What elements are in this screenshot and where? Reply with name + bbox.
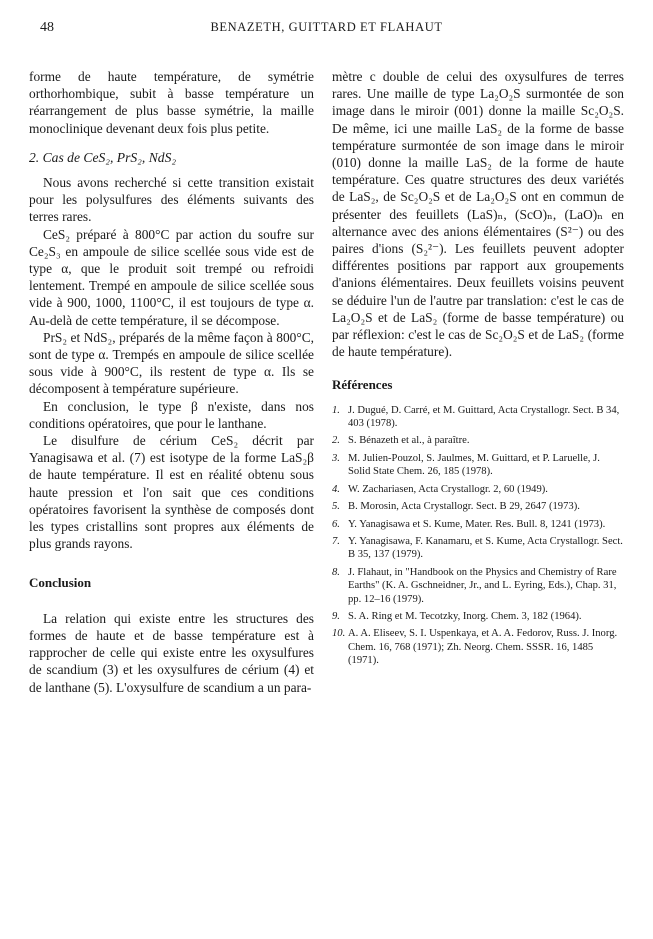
reference-text: B. Morosin, Acta Crystallogr. Sect. B 29, 2647 (1973).	[348, 501, 580, 513]
reference-text: Y. Yanagisawa et S. Kume, Mater. Res. Bull. 8, 1241 (1973).	[348, 518, 606, 530]
reference-text: J. Flahaut, in "Handbook on the Physics and Chemistry of Rare Earths" (K. A. Gschneidner, Jr., and L. Eyring, Eds.), Chap. 31, pp. 12–16 (1979).	[348, 566, 617, 605]
page-number: 48	[40, 20, 54, 35]
reference-item	[332, 627, 624, 667]
paragraph: La relation qui existe entre les structures des formes de haute et de basse température est à rapprocher de celle qui existe entre les oxysulfures de scandium (3) et les oxysulfures de cérium (4) et de lanthane (5). L'oxysulfure de scandium a un para-	[29, 610, 314, 695]
reference-text: A. A. Eliseev, S. I. Uspenkaya, et A. A. Fedorov, Russ. J. Inorg. Chem. 16, 768 (1971); Zh. Neorg. Chem. SSSR. 16, 1485 (1971).	[348, 628, 618, 667]
reference-text: Y. Yanagisawa, F. Kanamaru, et S. Kume, Acta Crystallogr. Sect. B 35, 137 (1979).	[348, 535, 623, 561]
paragraph: Le disulfure de cérium CeS₂ décrit par Yanagisawa et al. (7) est isotype de la forme LaS₂β de haute température. Il est en réalité obtenu sous haute pression et l'on sait que ces conditions opératoires favorisent la synthèse de composés dont les types cristallins sont propres aux éléments de plus grands rayons.	[29, 433, 314, 552]
reference-number: 1.	[332, 404, 340, 416]
paragraph: CeS₂ préparé à 800°C par action du soufre sur Ce₂S₃ en ampoule de silice scellée sous vide est de type α, que le produit soit trempé ou refroidi lentement. Trempé en ampoule de silice scellée sous vide à 900, 1000, 1100°C, il est toujours de type α. Au-delà de cette température, il se décompose.	[29, 226, 314, 328]
reference-item	[332, 500, 624, 513]
reference-number: 5.	[332, 501, 340, 513]
reference-text: S. Bénazeth et al., à paraître.	[348, 435, 470, 447]
reference-item	[332, 434, 624, 447]
reference-text: S. A. Ring et M. Tecotzky, Inorg. Chem. 3, 182 (1964).	[348, 610, 582, 622]
paragraph: mètre c double de celui des oxysulfures de terres rares. Une maille de type La₂O₂S surmontée de son image dans le miroir (001) donne la maille Sc₂O₂S. De même, ici une maille LaS₂ de la forme de basse température surmontée de son image dans le miroir (010) donne la maille LaS₂ de la forme de haute température. Ces quatre structures des deux variétés de LaS₂, de Sc₂O₂S et de La₂O₂S ont en commun de présenter des feuillets (LaS)ₙ, (ScO)ₙ, (LaO)ₙ en alternance avec des anions élémentaires (S²⁻) ou des paires d'ions (S₂²⁻). Les feuillets peuvent adopter différentes positions par rapport aux groupements d'anions élémentaires. Deux feuillets voisins peuvent se déduire l'un de l'autre par translation: c'est le cas de La₂O₂S et de LaS₂ (forme de basse température) ou par réflexion: c'est le cas de Sc₂O₂S et de LaS₂ (forme de haute température).	[332, 69, 624, 360]
reference-item	[332, 404, 624, 431]
conclusion-title: Conclusion	[29, 575, 92, 591]
reference-text: M. Julien-Pouzol, S. Jaulmes, M. Guittard, et P. Laruelle, J. Solid State Chem. 26, 185 (1978).	[348, 452, 600, 478]
reference-item	[332, 566, 624, 606]
reference-number: 10.	[332, 628, 346, 640]
reference-item	[332, 452, 624, 479]
left-column	[29, 68, 314, 696]
reference-item	[332, 518, 624, 531]
running-head: BENAZETH, GUITTARD ET FLAHAUT	[210, 20, 443, 34]
reference-number: 8.	[332, 566, 340, 578]
reference-list	[332, 404, 624, 668]
section-title: 2. Cas de CeS₂, PrS₂, NdS₂	[29, 149, 177, 165]
reference-number: 7.	[332, 535, 340, 547]
paragraph: Nous avons recherché si cette transition existait pour les polysulfures des éléments suivants des terres rares.	[29, 175, 314, 225]
reference-item	[332, 610, 624, 623]
reference-item	[332, 483, 624, 496]
reference-number: 3.	[332, 452, 340, 464]
references-title: Références	[332, 377, 393, 393]
reference-text: W. Zachariasen, Acta Crystallogr. 2, 60 (1949).	[348, 483, 548, 495]
paragraph: PrS₂ et NdS₂, préparés de la même façon à 800°C, sont de type α. Trempés en ampoule de silice scellée sous vide à 900°C, ils restent de type α. Ils se décomposent à température supérieure.	[29, 329, 314, 397]
reference-number: 2.	[332, 435, 340, 447]
paragraph: forme de haute température, de symétrie orthorhombique, subit à basse température un réarrangement de plus basse symétrie, la maille monoclinique devenant deux fois plus petite.	[29, 69, 314, 136]
right-column	[332, 68, 624, 672]
reference-text: J. Dugué, D. Carré, et M. Guittard, Acta Crystallogr. Sect. B 34, 403 (1978).	[348, 404, 620, 430]
reference-item	[332, 535, 624, 562]
reference-number: 6.	[332, 518, 340, 530]
reference-number: 4.	[332, 483, 340, 495]
reference-number: 9.	[332, 610, 340, 622]
paragraph: En conclusion, le type β n'existe, dans nos conditions opératoires, que pour le lanthane.	[29, 398, 314, 431]
